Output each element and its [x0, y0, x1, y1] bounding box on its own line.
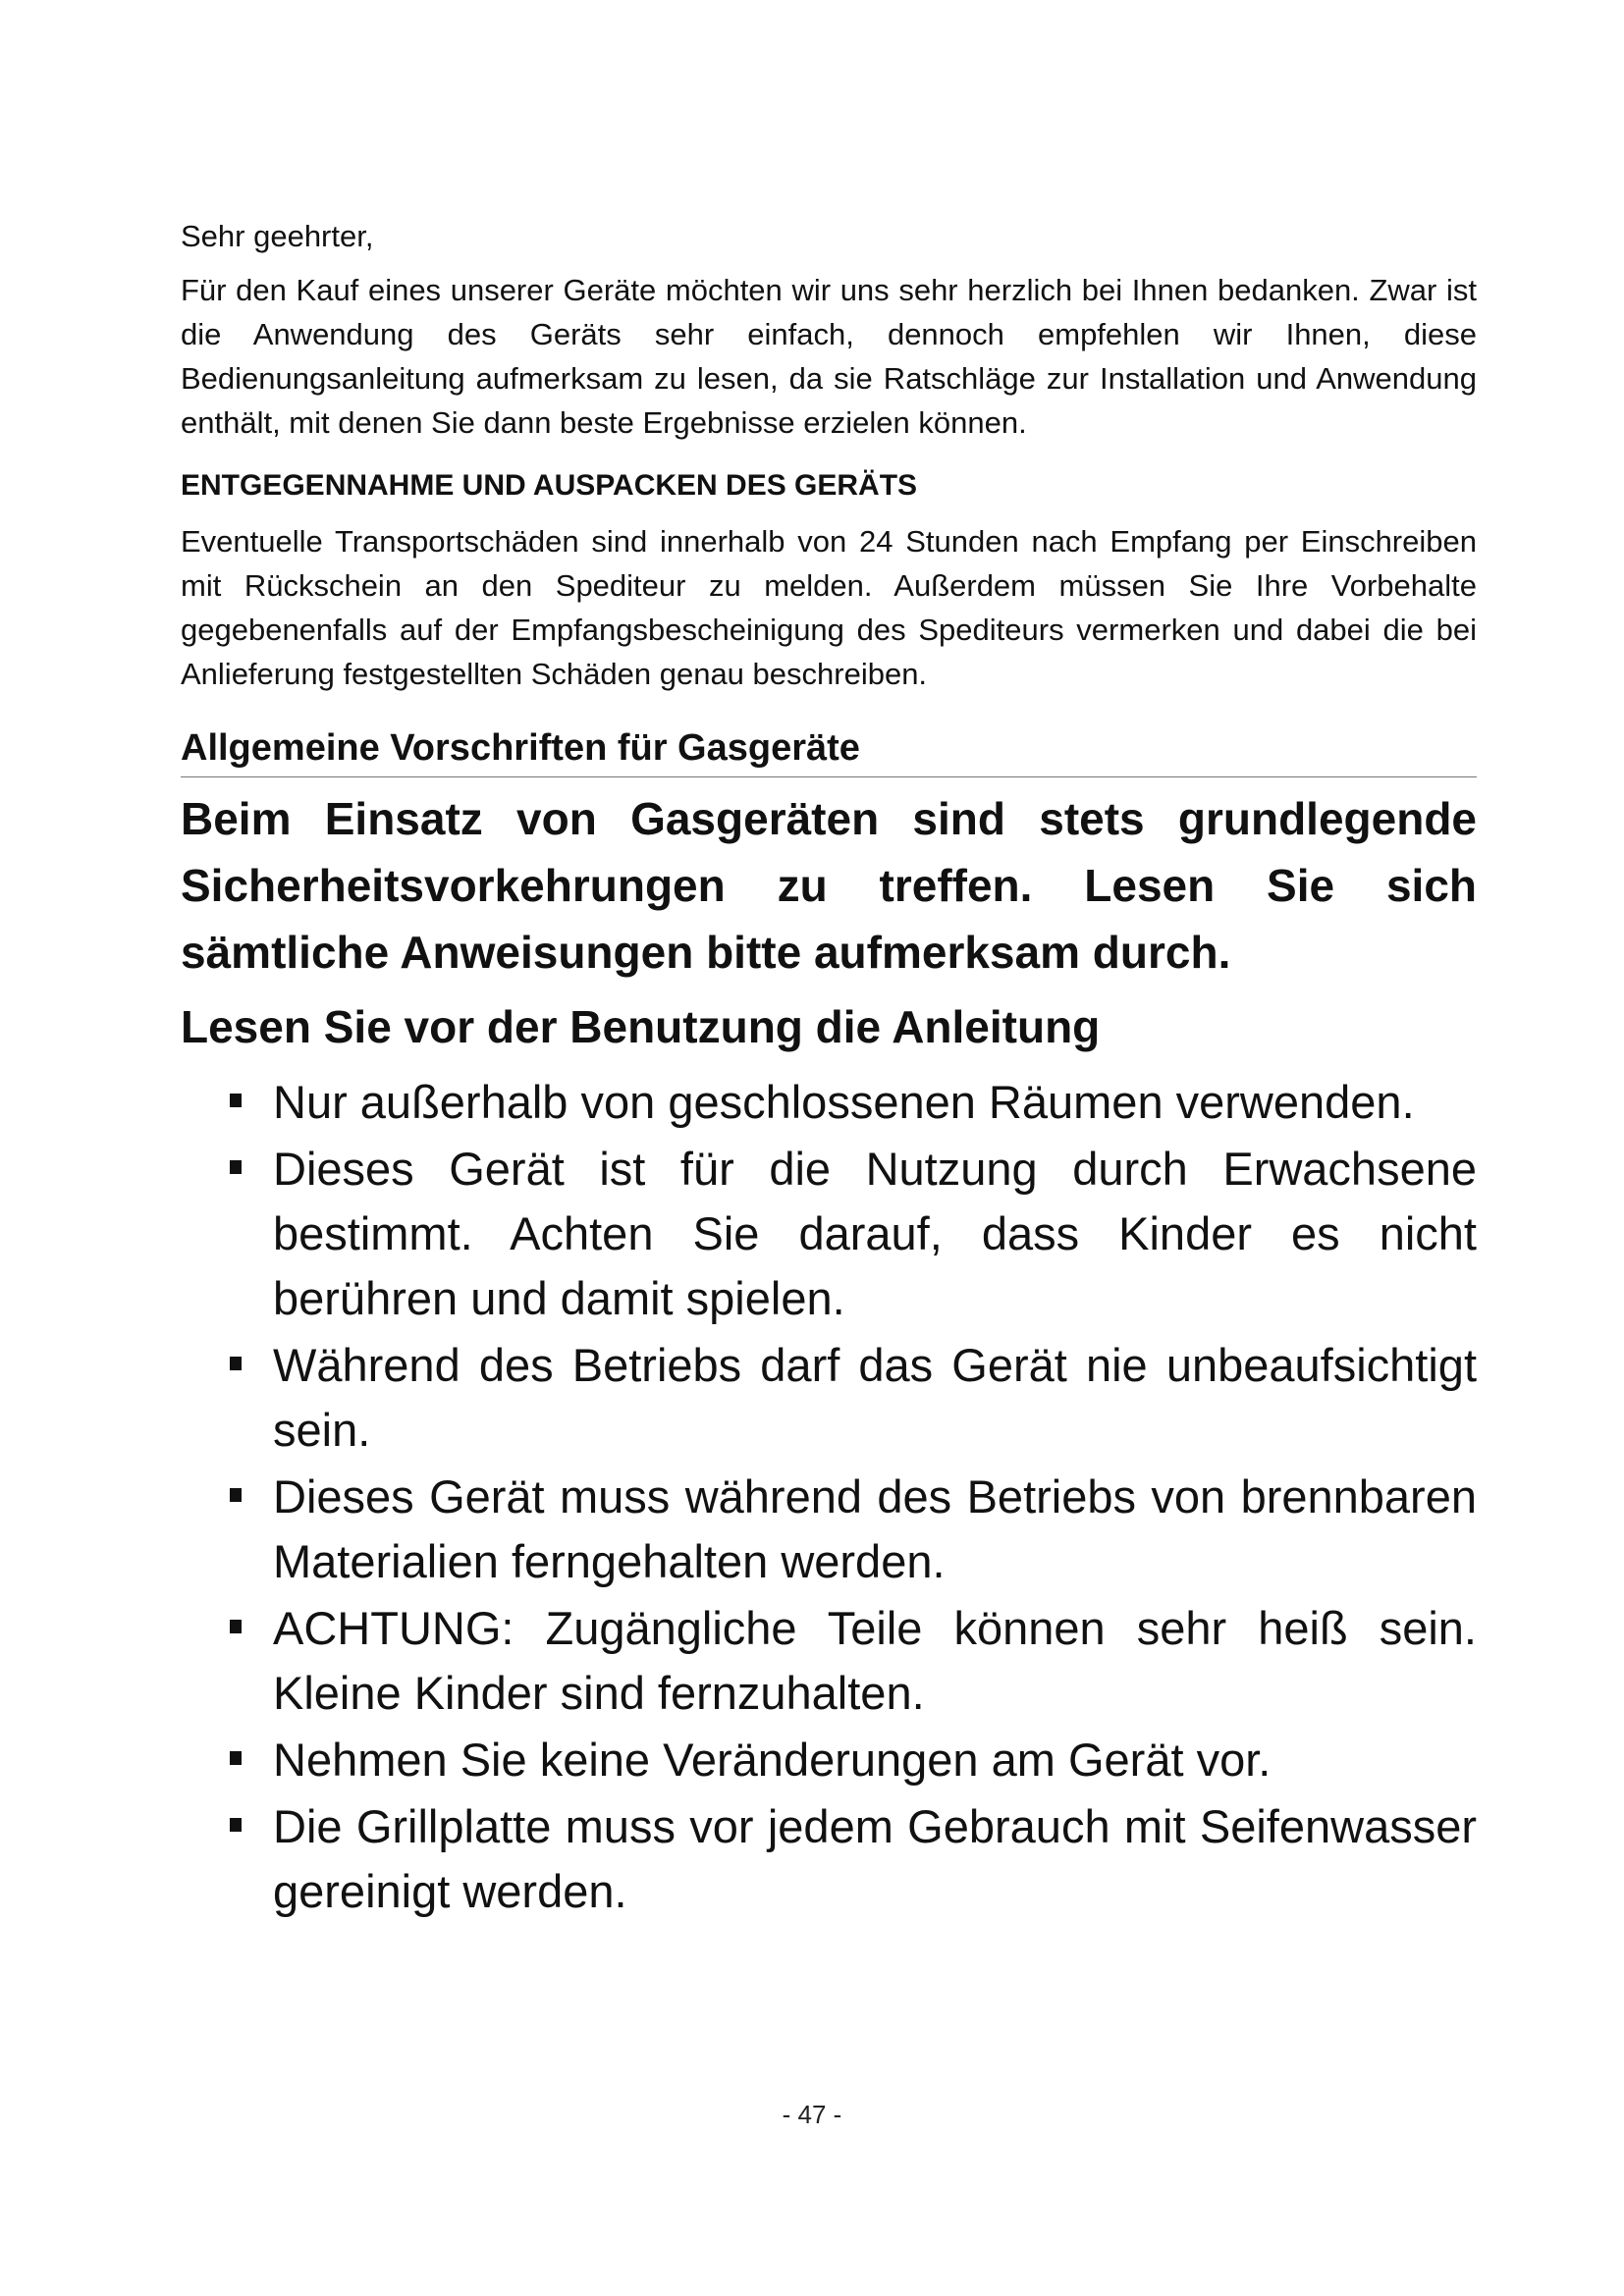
list-item-text: Dieses Gerät ist für die Nutzung durch Erwachsene bestimmt. Achten Sie darauf, dass Kinder es nicht berühren und damit spielen.	[273, 1143, 1477, 1324]
page-content	[181, 214, 1477, 1926]
square-bullet-icon	[230, 1620, 242, 1633]
greeting: Sehr geehrter,	[181, 219, 374, 253]
intro-paragraph: Für den Kauf eines unserer Geräte möchten wir uns sehr herzlich bei Ihnen bedanken. Zwar ist die Anwendung des Geräts sehr einfach, dennoch empfehlen wir Ihnen, diese Bedienungsanleitung aufmerksam zu lesen, da sie Ratschläge zur Installation und Anwendung enthält, mit denen Sie dann beste Ergebnisse erzielen können.	[181, 273, 1477, 440]
square-bullet-icon	[230, 1818, 242, 1832]
square-bullet-icon	[230, 1488, 242, 1502]
safety-lead-text: Beim Einsatz von Gasgeräten sind stets grundlegende Sicherheitsvorkehrungen zu treffen. Lesen Sie sich sämtliche Anweisungen bitte aufmerksam durch.	[181, 793, 1477, 978]
list-item	[273, 1070, 1477, 1135]
read-instructions-heading: Lesen Sie vor der Benutzung die Anleitung	[181, 1001, 1101, 1052]
list-item	[273, 1728, 1477, 1792]
square-bullet-icon	[230, 1094, 242, 1107]
square-bullet-icon	[230, 1751, 242, 1765]
list-item-text: Die Grillplatte muss vor jedem Gebrauch mit Seifenwasser gereinigt werden.	[273, 1800, 1477, 1917]
list-item-text: Nur außerhalb von geschlossenen Räumen verwenden.	[273, 1076, 1415, 1128]
list-item	[273, 1465, 1477, 1594]
list-item-text: Dieses Gerät muss während des Betriebs von brennbaren Materialien ferngehalten werden.	[273, 1470, 1477, 1587]
receipt-section-heading: ENTGEGENNAHME UND AUSPACKEN DES GERÄTS	[181, 469, 918, 502]
list-item	[273, 1794, 1477, 1924]
list-item-text: ACHTUNG: Zugängliche Teile können sehr heiß sein. Kleine Kinder sind fernzuhalten.	[273, 1602, 1477, 1719]
list-item	[273, 1596, 1477, 1726]
list-item-text: Nehmen Sie keine Veränderungen am Gerät vor.	[273, 1734, 1272, 1786]
list-item	[273, 1333, 1477, 1463]
square-bullet-icon	[230, 1160, 242, 1174]
list-item-text: Während des Betriebs darf das Gerät nie unbeaufsichtigt sein.	[273, 1339, 1477, 1456]
list-item	[273, 1137, 1477, 1331]
page-number: - 47 -	[782, 2100, 842, 2129]
square-bullet-icon	[230, 1357, 242, 1370]
gas-section-heading: Allgemeine Vorschriften für Gasgeräte	[181, 721, 1477, 777]
safety-bullet-list	[181, 1070, 1477, 1924]
receipt-section-text: Eventuelle Transportschäden sind innerhalb von 24 Stunden nach Empfang per Einschreiben mit Rückschein an den Spediteur zu melden. Außerdem müssen Sie Ihre Vorbehalte gegebenenfalls auf der Empfangsbescheinigung des Spediteurs vermerken und dabei die bei Anlieferung festgestellten Schäden genau beschreiben.	[181, 524, 1477, 691]
